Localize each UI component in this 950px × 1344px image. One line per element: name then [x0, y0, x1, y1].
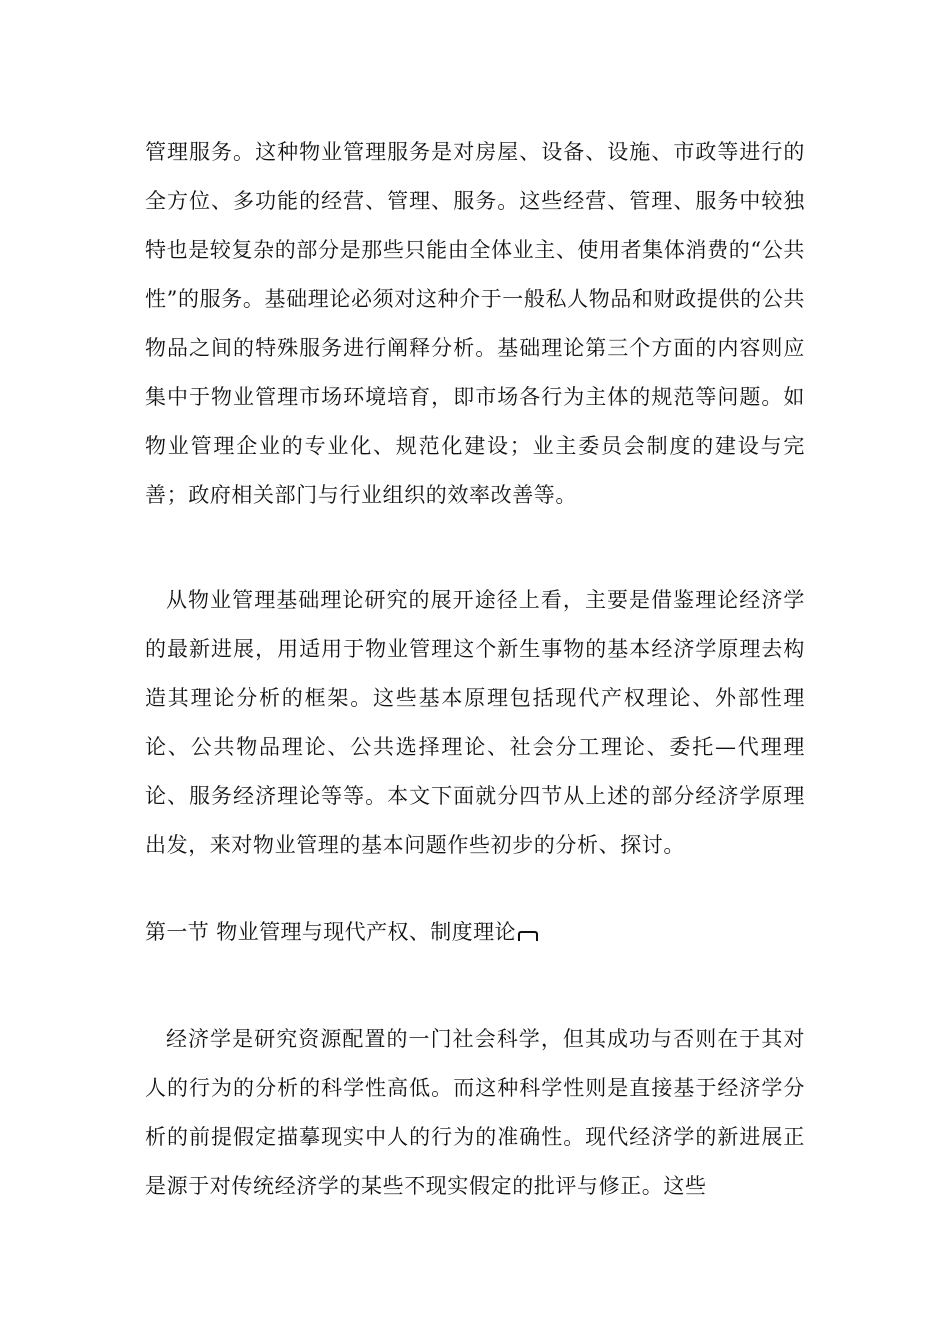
section-heading-text: 第一节 物业管理与现代产权、制度理论 [145, 920, 516, 944]
paragraph-spacer [145, 957, 805, 1015]
paragraph-2: 从物业管理基础理论研究的展开途径上看，主要是借鉴理论经济学的最新进展，用适用于物业管理这个新生事物的基本经济学原理去构造其理论分析的框架。这些基本原理包括现代产权理论、外部性理论、公共物品理论、公共选择理论、社会分工理论、委托—代理理论、服务经济理论等等。本文下面就分四节从上述的部分经济学原理出发，来对物业管理的基本问题作些初步的分析、探讨。 [145, 588, 805, 857]
paragraph-3: 经济学是研究资源配置的一门社会科学，但其成功与否则在于其对人的行为的分析的科学性高低。而这种科学性则是直接基于经济学分析的前提假定描摹现实中人的行为的准确性。现代经济学的新进展正是源于对传统经济学的某些不现实假定的批评与修正。这些 [145, 1027, 805, 1198]
paragraph-1: 管理服务。这种物业管理服务是对房屋、设备、设施、市政等进行的全方位、多功能的经营、管理、服务。这些经营、管理、服务中较独特也是较复杂的部分是那些只能由全体业主、使用者集体消费的“公共性”的服务。基础理论必须对这种介于一般私人物品和财政提供的公共物品之间的特殊服务进行阐释分析。基础理论第三个方面的内容则应集中于物业管理市场环境培育，即市场各行为主体的规范等问题。如物业管理企业的专业化、规范化建设；业主委员会制度的建设与完善；政府相关部门与行业组织的效率改善等。 [145, 140, 805, 507]
document-page [145, 128, 805, 1211]
section-heading [145, 908, 805, 957]
paragraph-spacer [145, 870, 805, 908]
bracket-mark-icon [518, 931, 538, 941]
paragraph-spacer [145, 520, 805, 576]
